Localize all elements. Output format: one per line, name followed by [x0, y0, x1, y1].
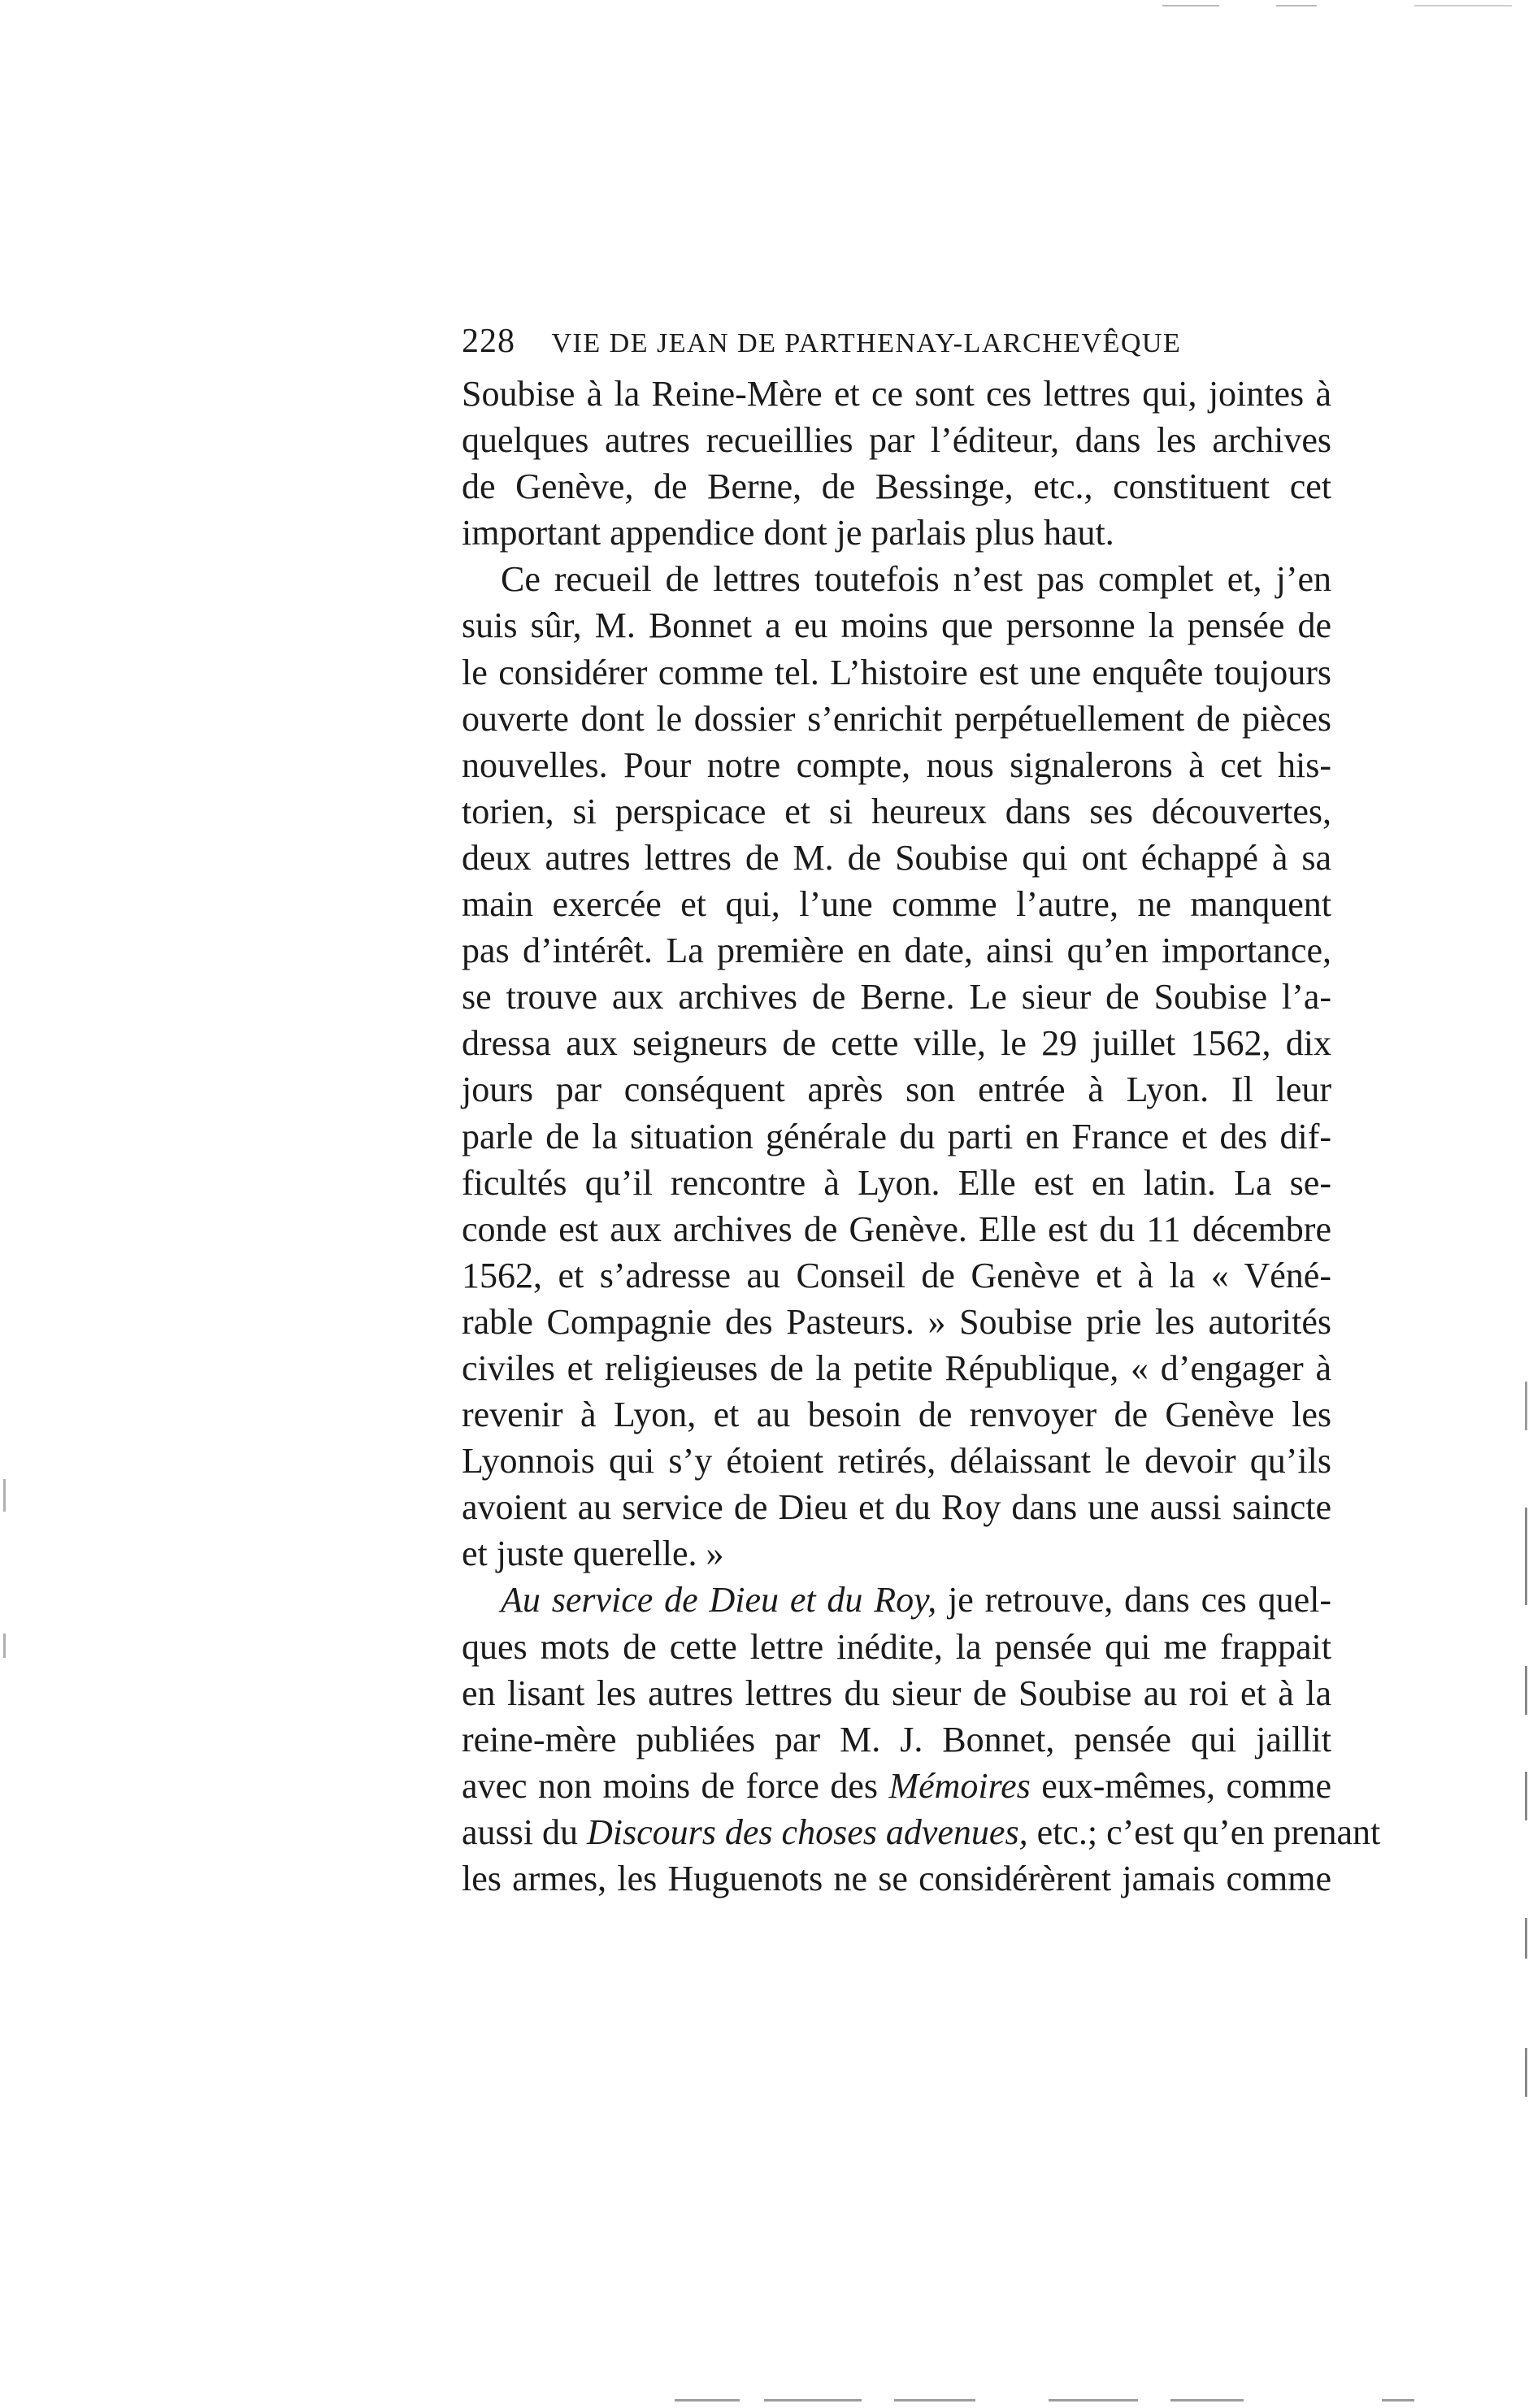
text-fragment: je retrouve, dans ces quel-: [936, 1580, 1331, 1621]
text-line: suis sûr, M. Bonnet a eu moins que personne la pensée de: [462, 605, 1331, 646]
scan-artifact: [3, 1634, 6, 1658]
text-line: important appendice dont je parlais plus haut.: [462, 513, 1114, 553]
text-line: le considérer comme tel. L’histoire est une enquête toujours: [462, 652, 1331, 692]
text-line: jours par conséquent après son entrée à Lyon. Il leur: [462, 1069, 1331, 1110]
text-line: dressa aux seigneurs de cette ville, le 29 juillet 1562, dix: [462, 1023, 1331, 1064]
text-line: civiles et religieuses de la petite République, « d’engager à: [462, 1347, 1331, 1388]
text-line: pas d’intérêt. La première en date, ainsi qu’en importance,: [462, 931, 1331, 971]
italic-phrase: Au service de Dieu et du Roy,: [501, 1580, 937, 1621]
scan-artifact: [675, 2399, 740, 2401]
italic-title: Mémoires: [888, 1765, 1031, 1806]
text-line: les armes, les Huguenots ne se considérèrent jamais comme: [462, 1859, 1331, 1898]
text-line: [462, 1577, 1331, 1623]
text-line: [462, 1809, 1381, 1855]
text-line: Ce recueil de lettres toutefois n’est pas complet et, j’en: [501, 559, 1331, 600]
scan-artifact: [1525, 1918, 1527, 1959]
running-head: VIE DE JEAN DE PARTHENAY-LARCHEVÊQUE: [551, 328, 1182, 358]
scan-artifact: [894, 2399, 975, 2401]
text-line: quelques autres recueillies par l’éditeur, dans les archives: [462, 420, 1331, 461]
scan-artifact: [1162, 5, 1219, 7]
scan-artifact: [1049, 2399, 1138, 2401]
scan-artifact: [1382, 2399, 1414, 2401]
scan-artifact: [1170, 2399, 1244, 2401]
text-line: ques mots de cette lettre inédite, la pensée qui me frappait: [462, 1626, 1331, 1667]
text-line: [462, 1763, 1331, 1809]
text-line: ficultés qu’il rencontre à Lyon. Elle est en latin. La se-: [462, 1162, 1331, 1203]
scan-artifact: [1525, 1508, 1527, 1605]
scan-artifact: [1414, 5, 1512, 7]
text-fragment: etc.; c’est qu’en prenant: [1027, 1811, 1381, 1852]
scan-artifact: [1525, 1382, 1527, 1430]
scan-artifact: [764, 2399, 862, 2401]
text-line: et juste querelle. »: [462, 1534, 724, 1574]
body-text: [462, 371, 1381, 1902]
text-line: 1562, et s’adresse au Conseil de Genève et à la « Véné-: [462, 1255, 1331, 1295]
scan-artifact: [1525, 1666, 1527, 1715]
text-line: deux autres lettres de M. de Soubise qui ont échappé à sa: [462, 837, 1331, 878]
page-number: 228: [462, 323, 515, 360]
scan-artifact: [1525, 2048, 1527, 2097]
text-line: en lisant les autres lettres du sieur de Soubise au roi et à la: [462, 1673, 1331, 1713]
page-header: [462, 319, 1331, 367]
text-line: parle de la situation générale du parti en France et des dif-: [462, 1116, 1331, 1156]
text-line: torien, si perspicace et si heureux dans ses découvertes,: [462, 791, 1331, 831]
text-line: ouverte dont le dossier s’enrichit perpétuellement de pièces: [462, 698, 1331, 739]
text-fragment: aussi du: [462, 1811, 587, 1852]
text-line: se trouve aux archives de Berne. Le sieur de Soubise l’a-: [462, 977, 1331, 1017]
scan-artifact: [1276, 5, 1317, 7]
text-line: conde est aux archives de Genève. Elle est du 11 décembre: [462, 1208, 1331, 1249]
text-line: main exercée et qui, l’une comme l’autre, ne manquent: [462, 884, 1331, 925]
text-line: nouvelles. Pour notre compte, nous signalerons à cet his-: [462, 744, 1331, 785]
text-line: Soubise à la Reine-Mère et ce sont ces lettres qui, jointes à: [462, 374, 1331, 414]
text-line: avoient au service de Dieu et du Roy dans une aussi saincte: [462, 1487, 1331, 1528]
text-line: rable Compagnie des Pasteurs. » Soubise prie les autorités: [462, 1301, 1331, 1342]
text-line: revenir à Lyon, et au besoin de renvoyer de Genève les: [462, 1395, 1331, 1435]
italic-title: Discours des choses advenues,: [587, 1811, 1028, 1852]
text-line: Lyonnois qui s’y étoient retirés, délaissant le devoir qu’ils: [462, 1441, 1331, 1482]
scan-artifact: [1525, 1772, 1527, 1820]
text-fragment: avec non moins de force des: [462, 1765, 889, 1806]
text-line: reine-mère publiées par M. J. Bonnet, pensée qui jaillit: [462, 1719, 1331, 1759]
text-fragment: eux-mêmes, comme: [1030, 1765, 1331, 1806]
text-line: de Genève, de Berne, de Bessinge, etc., constituent cet: [462, 466, 1331, 507]
scan-artifact: [3, 1479, 6, 1512]
